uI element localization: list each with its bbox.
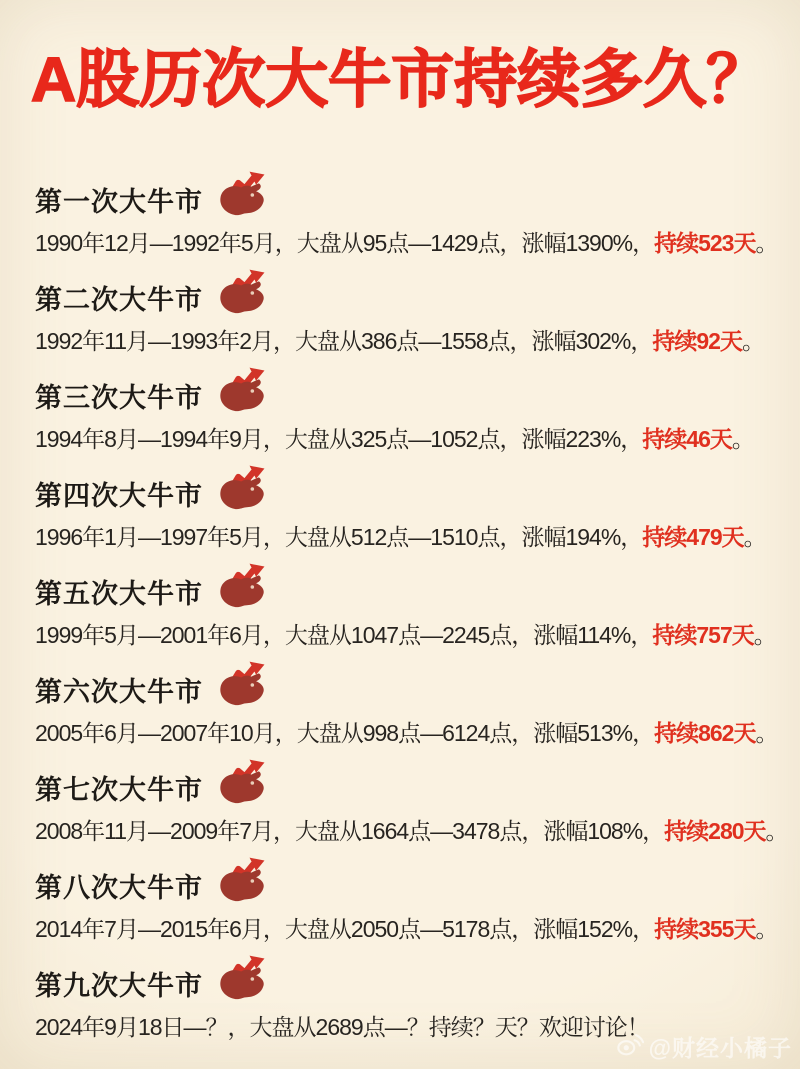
watermark-text: @财经小橘子 [648,1035,792,1061]
section-heading: 第三次大牛市 [35,382,203,413]
detail-text: 2005年6月—2007年10月，大盘从998点—6124点，涨幅513%， [35,720,655,746]
bull-arrow-icon [215,954,271,1004]
detail-text: 1994年8月—1994年9月，大盘从325点—1052点，涨幅223%， [35,426,643,452]
section-heading: 第一次大牛市 [35,186,203,217]
section-detail [35,816,790,846]
bull-market-section [35,468,790,566]
bull-market-section [35,664,790,762]
detail-text: 2014年7月—2015年6月，大盘从2050点—5178点，涨幅152%， [35,916,655,942]
detail-text: 2024年9月18日—？，大盘从2689点—？持续？天？欢迎讨论！ [35,1014,649,1040]
duration-highlight: 持续280天 [664,818,766,844]
section-heading: 第二次大牛市 [35,284,203,315]
detail-period: 。 [755,720,778,746]
section-heading: 第八次大牛市 [35,872,203,903]
detail-period: 。 [753,622,776,648]
bull-arrow-icon [215,366,271,416]
section-detail [35,522,790,552]
weibo-icon [616,1031,644,1063]
detail-text: 2008年11月—2009年7月，大盘从1664点—3478点，涨幅108%， [35,818,665,844]
section-detail [35,914,790,944]
bull-arrow-icon [215,268,271,318]
duration-highlight: 持续862天 [654,720,756,746]
bull-arrow-icon [215,660,271,710]
duration-highlight: 持续355天 [654,916,756,942]
duration-highlight: 持续479天 [642,524,744,550]
bull-arrow-icon [215,170,271,220]
bull-market-section [35,860,790,958]
bull-arrow-icon [215,856,271,906]
detail-period: 。 [743,524,766,550]
detail-text: 1996年1月—1997年5月，大盘从512点—1510点，涨幅194%， [35,524,643,550]
detail-period: 。 [755,230,778,256]
section-heading: 第七次大牛市 [35,774,203,805]
section-detail [35,228,790,258]
section-heading: 第五次大牛市 [35,578,203,609]
duration-highlight: 持续46天 [642,426,732,452]
section-detail [35,424,790,454]
detail-period: 。 [731,426,754,452]
detail-text: 1992年11月—1993年2月，大盘从386点—1558点，涨幅302%， [35,328,653,354]
bull-market-section [35,566,790,664]
section-heading-row [35,468,790,518]
bull-market-section [35,174,790,272]
bull-arrow-icon [215,758,271,808]
page-title: A股历次大牛市持续多久？ [30,45,770,115]
section-heading: 第六次大牛市 [35,676,203,707]
bull-market-section [35,370,790,468]
bull-arrow-icon [215,464,271,514]
section-detail [35,620,790,650]
watermark [616,1030,792,1063]
section-heading-row [35,664,790,714]
detail-text: 1990年12月—1992年5月，大盘从95点—1429点，涨幅1390%， [35,230,655,256]
detail-period: 。 [755,916,778,942]
duration-highlight: 持续757天 [652,622,754,648]
detail-period: 。 [765,818,788,844]
section-detail [35,718,790,748]
section-heading-row [35,958,790,1008]
section-heading: 第四次大牛市 [35,480,203,511]
section-heading-row [35,566,790,616]
duration-highlight: 持续92天 [652,328,742,354]
section-detail [35,326,790,356]
section-heading: 第九次大牛市 [35,970,203,1001]
detail-text: 1999年5月—2001年6月，大盘从1047点—2245点，涨幅114%， [35,622,653,648]
bull-market-section [35,762,790,860]
section-heading-row [35,762,790,812]
section-heading-row [35,174,790,224]
sections-list [35,174,790,1056]
duration-highlight: 持续523天 [654,230,756,256]
section-heading-row [35,860,790,910]
section-heading-row [35,272,790,322]
bull-arrow-icon [215,562,271,612]
detail-period: 。 [741,328,764,354]
bull-market-section [35,272,790,370]
section-heading-row [35,370,790,420]
